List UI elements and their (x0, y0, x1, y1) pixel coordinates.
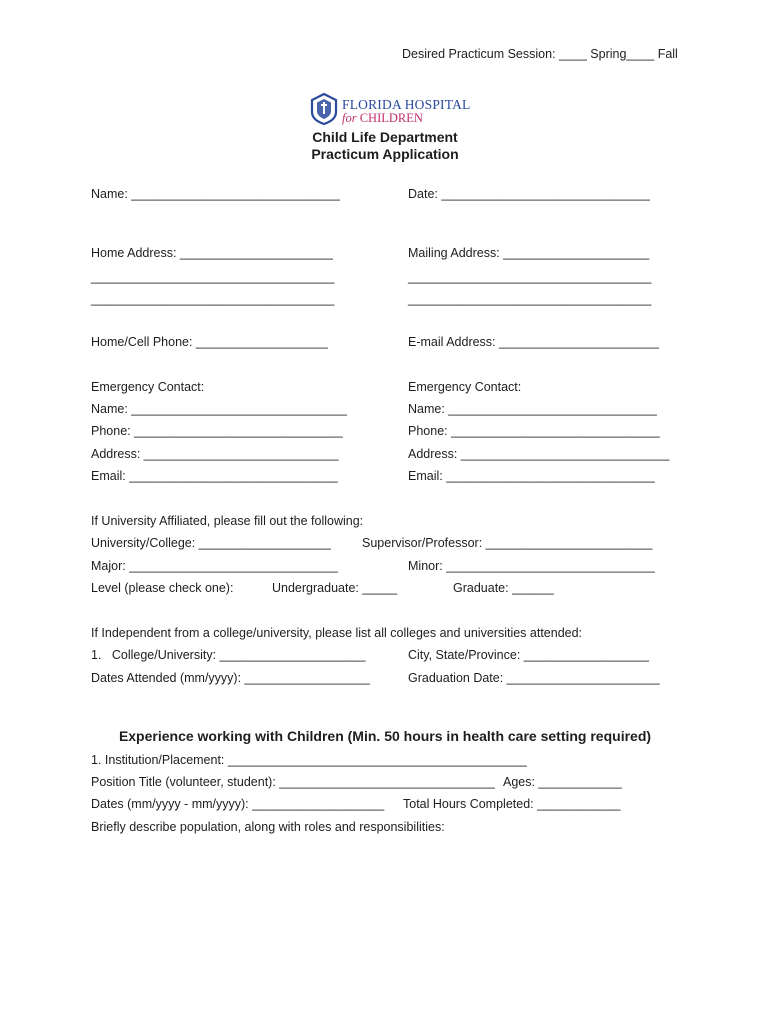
mailing-address-line-3[interactable]: ___________________________________ (408, 292, 652, 306)
emergency-1-name-field[interactable]: Name: _______________________________ (91, 402, 347, 416)
date-field[interactable]: Date: ______________________________ (408, 187, 650, 201)
application-title: Practicum Application (311, 146, 459, 162)
emergency-1-phone-field[interactable]: Phone: ______________________________ (91, 424, 343, 438)
emergency-1-email-field[interactable]: Email: ______________________________ (91, 469, 338, 483)
minor-field[interactable]: Minor: ______________________________ (408, 559, 655, 573)
level-label: Level (please check one): (91, 581, 234, 595)
experience-dates-field[interactable]: Dates (mm/yyyy - mm/yyyy): ___________________ (91, 797, 385, 811)
total-hours-field[interactable]: Total Hours Completed: ____________ (403, 797, 621, 811)
hospital-emblem-icon (309, 92, 339, 126)
undergraduate-field[interactable]: Undergraduate: _____ (272, 581, 398, 595)
institution-field[interactable]: 1. Institution/Placement: ___________________________________________ (91, 753, 527, 767)
independent-college-field[interactable]: 1. College/University: _____________________ (91, 648, 366, 662)
phone-field[interactable]: Home/Cell Phone: ___________________ (91, 335, 328, 349)
email-address-field[interactable]: E-mail Address: _______________________ (408, 335, 659, 349)
department-title: Child Life Department (312, 129, 458, 145)
independent-intro: If Independent from a college/university, please list all colleges and universities attended: (91, 626, 583, 640)
experience-heading: Experience working with Children (Min. 50 hours in health care setting required) (118, 728, 652, 744)
mailing-address-line-2[interactable]: ___________________________________ (408, 270, 652, 284)
major-field[interactable]: Major: ______________________________ (91, 559, 338, 573)
practicum-session-line: Desired Practicum Session: ____ Spring____ Fall (402, 47, 678, 61)
graduate-field[interactable]: Graduate: ______ (453, 581, 554, 595)
ages-field[interactable]: Ages: ____________ (503, 775, 622, 789)
university-intro: If University Affiliated, please fill out the following: (91, 514, 364, 528)
dates-attended-field[interactable]: Dates Attended (mm/yyyy): __________________ (91, 671, 370, 685)
logo-text-for: for (342, 111, 357, 125)
describe-population-label: Briefly describe population, along with roles and responsibilities: (91, 820, 445, 834)
emergency-2-address-field[interactable]: Address: ______________________________ (408, 447, 670, 461)
florida-hospital-logo (309, 92, 469, 128)
emergency-2-email-field[interactable]: Email: ______________________________ (408, 469, 655, 483)
logo-text-children: CHILDREN (359, 111, 423, 125)
graduation-date-field[interactable]: Graduation Date: ______________________ (408, 671, 660, 685)
home-address-line-3[interactable]: ___________________________________ (91, 292, 335, 306)
logo-text-for-children (342, 111, 423, 126)
emergency-contact-heading-2: Emergency Contact: (408, 380, 522, 394)
name-field[interactable]: Name: ______________________________ (91, 187, 340, 201)
university-college-field[interactable]: University/College: ___________________ (91, 536, 331, 550)
supervisor-field[interactable]: Supervisor/Professor: ________________________ (362, 536, 653, 550)
city-state-field[interactable]: City, State/Province: __________________ (408, 648, 649, 662)
emergency-contact-heading-1: Emergency Contact: (91, 380, 205, 394)
emergency-1-address-field[interactable]: Address: ____________________________ (91, 447, 339, 461)
emergency-2-phone-field[interactable]: Phone: ______________________________ (408, 424, 660, 438)
home-address-field[interactable]: Home Address: ______________________ (91, 246, 333, 260)
position-title-field[interactable]: Position Title (volunteer, student): _______________________________ (91, 775, 495, 789)
mailing-address-field[interactable]: Mailing Address: _____________________ (408, 246, 650, 260)
logo-text-florida-hospital: FLORIDA HOSPITAL (342, 97, 471, 112)
emergency-2-name-field[interactable]: Name: ______________________________ (408, 402, 657, 416)
home-address-line-2[interactable]: ___________________________________ (91, 270, 335, 284)
